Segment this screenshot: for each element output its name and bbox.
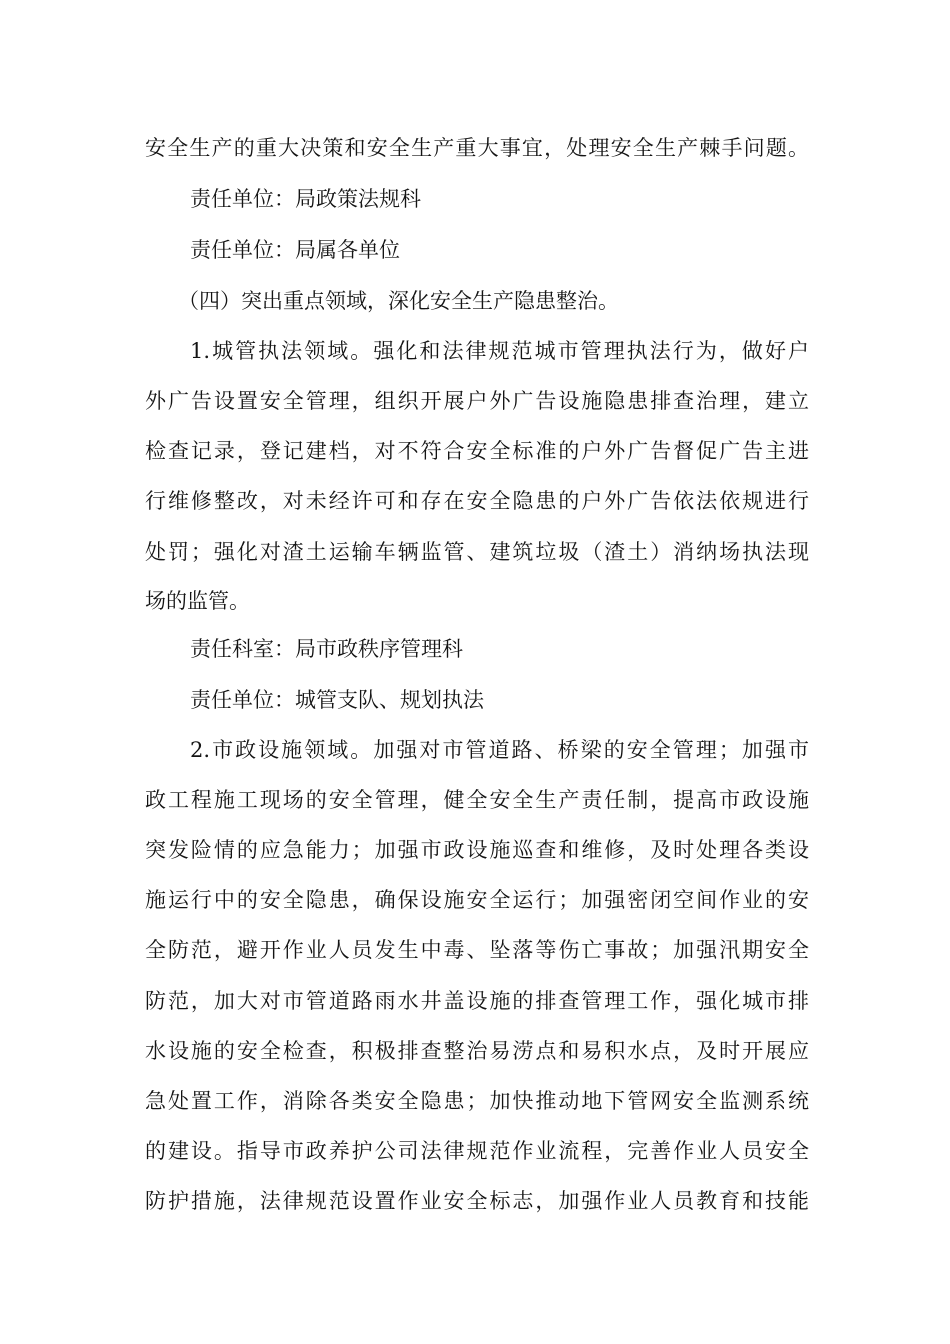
body-text-line: 2.市政设施领域。加强对市管道路、桥梁的安全管理；加强市 <box>190 738 809 762</box>
responsible-office-line: 责任科室：局市政秩序管理科 <box>190 637 463 661</box>
body-text-line: 1.城管执法领域。强化和法律规范城市管理执法行为，做好户 <box>190 339 809 363</box>
body-text-line: 施运行中的安全隐患，确保设施安全运行；加强密闭空间作业的安 <box>145 888 809 912</box>
body-text-line: 防范，加大对市管道路雨水井盖设施的排查管理工作，强化城市排 <box>145 989 809 1013</box>
body-text-line: 处罚；强化对渣土运输车辆监管、建筑垃圾（渣土）消纳场执法现 <box>145 540 809 564</box>
body-text-line: 外广告设置安全管理，组织开展户外广告设施隐患排查治理，建立 <box>145 389 809 413</box>
body-text-line: 安全生产的重大决策和安全生产重大事宜，处理安全生产棘手问题。 <box>145 136 809 160</box>
section-heading: （四）突出重点领域，深化安全生产隐患整治。 <box>178 289 619 313</box>
responsible-unit-line: 责任单位：局政策法规科 <box>190 187 421 211</box>
body-text-line: 突发险情的应急能力；加强市政设施巡查和维修，及时处理各类设 <box>145 838 809 862</box>
body-text-line: 水设施的安全检查，积极排查整治易涝点和易积水点，及时开展应 <box>145 1039 809 1063</box>
responsible-unit-line: 责任单位：城管支队、规划执法 <box>190 688 484 712</box>
body-text-line: 全防范，避开作业人员发生中毒、坠落等伤亡事故；加强汛期安全 <box>145 938 809 962</box>
body-text-line: 防护措施，法律规范设置作业安全标志，加强作业人员教育和技能 <box>145 1189 809 1213</box>
body-text-line: 急处置工作，消除各类安全隐患；加快推动地下管网安全监测系统 <box>145 1089 809 1113</box>
body-text-line: 检查记录，登记建档，对不符合安全标准的户外广告督促广告主进 <box>145 439 809 463</box>
body-text-line: 的建设。指导市政养护公司法律规范作业流程，完善作业人员安全 <box>145 1139 809 1163</box>
body-text-line: 场的监管。 <box>145 589 250 613</box>
body-text-line: 政工程施工现场的安全管理，健全安全生产责任制，提高市政设施 <box>145 788 809 812</box>
body-text-line: 行维修整改，对未经许可和存在安全隐患的户外广告依法依规进行 <box>145 489 809 513</box>
responsible-unit-line: 责任单位：局属各单位 <box>190 238 400 262</box>
